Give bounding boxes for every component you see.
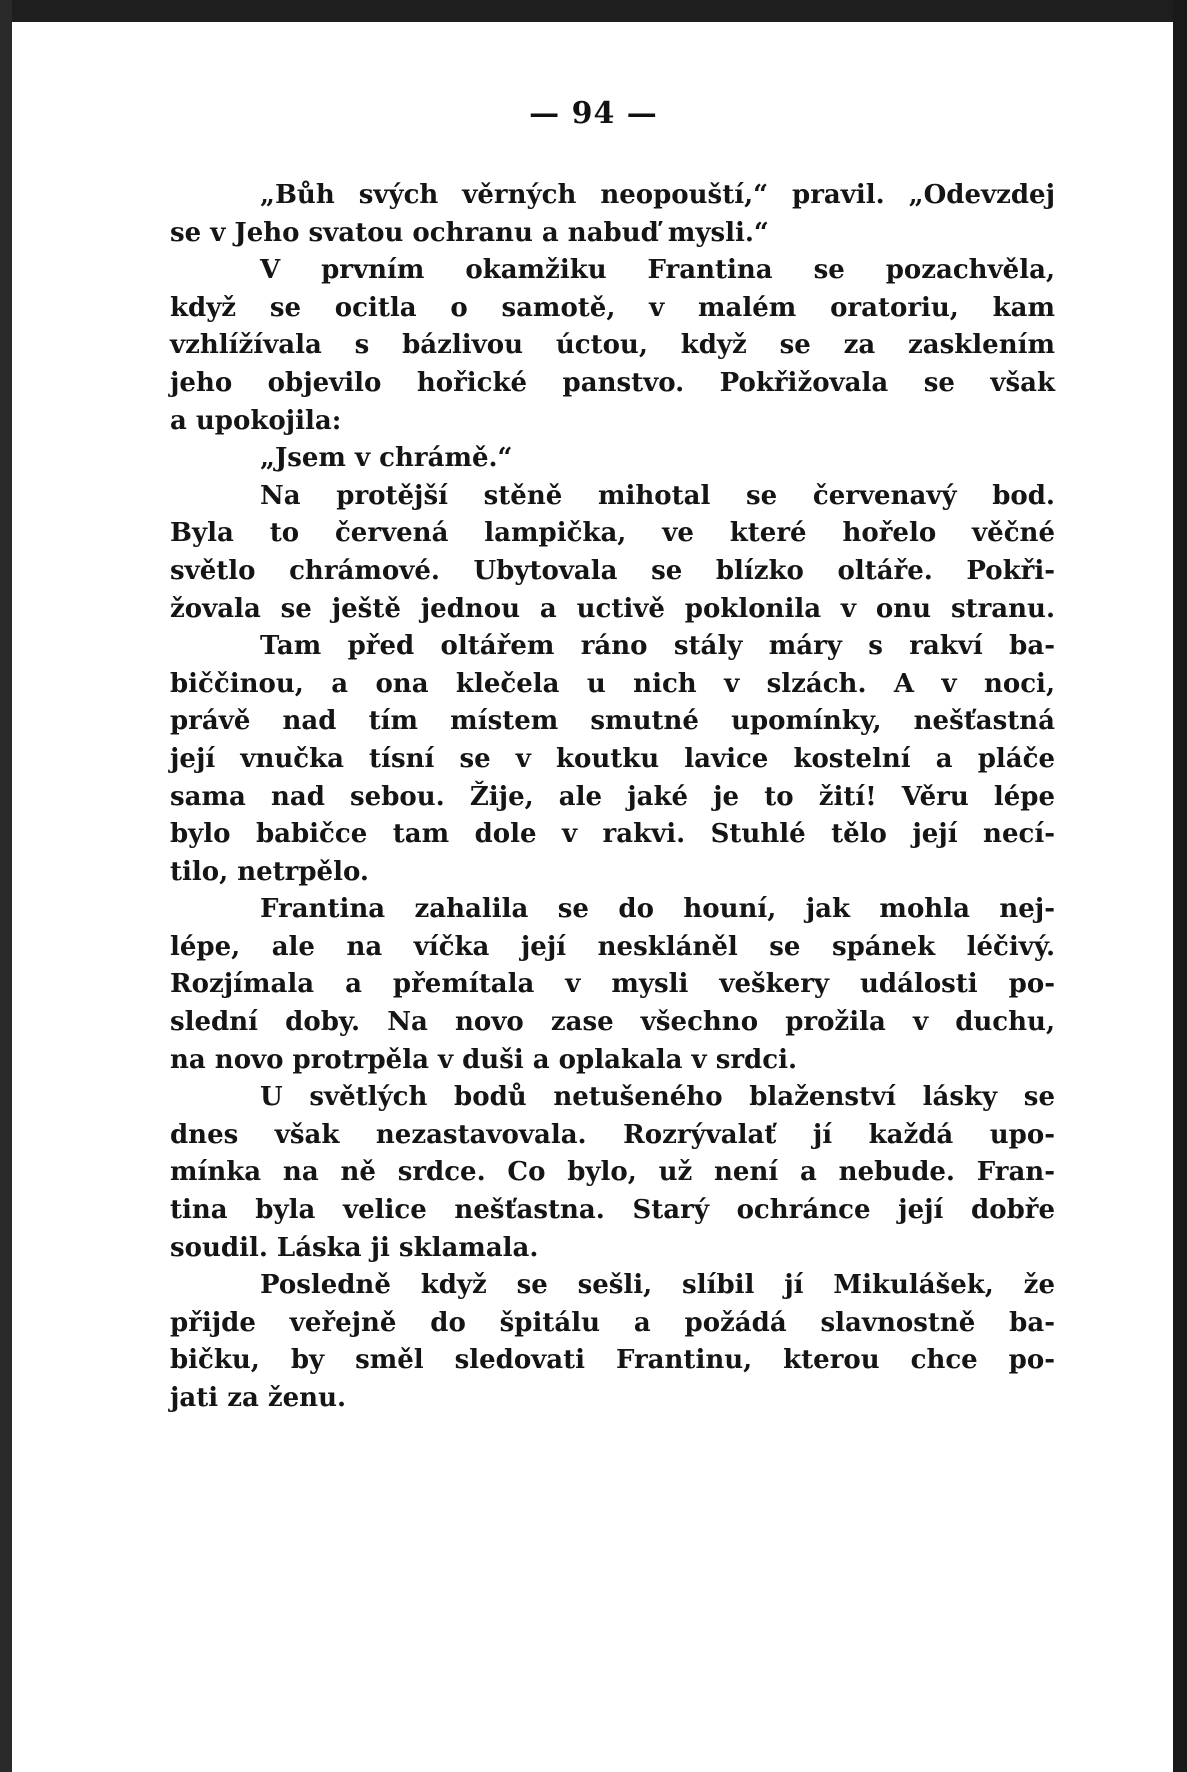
text-line: soudil. Láska ji sklamala. [170,1232,539,1263]
text-line: žovala se ještě jednou a uctivě poklonila v onu stranu. [170,593,1055,624]
text-line: vzhlížívala s bázlivou úctou, když se za zasklením [170,330,1055,361]
text-line: světlo chrámové. Ubytovala se blízko oltáře. Pokři- [170,555,1055,586]
text-line: biččinou, a ona klečela u nich v slzách. A v noci, [170,668,1055,699]
text-line: „Jsem v chrámě.“ [260,443,513,474]
text-line: sama nad sebou. Žije, ale jaké je to žití! Věru lépe [170,781,1055,812]
body-text [170,177,1055,1418]
scan-border-top [0,0,1187,22]
text-line: když se ocitla o samotě, v malém oratoriu, kam [170,292,1055,323]
scan-border-left [0,0,12,1772]
text-line: na novo protrpěla v duši a oplakala v srdci. [170,1044,797,1075]
scan-border-right [1173,0,1187,1772]
text-line: lépe, ale na víčka její neskláněl se spánek léčivý. [170,931,1055,962]
text-line: se v Jeho svatou ochranu a nabuď mysli.“ [170,217,769,248]
text-line: právě nad tím místem smutné upomínky, nešťastná [170,706,1055,737]
text-line: Tam před oltářem ráno stály máry s rakví ba- [260,631,1055,662]
text-line: Frantina zahalila se do houní, jak mohla nej- [260,894,1055,925]
text-line: dnes však nezastavovala. Rozrývalať jí každá upo- [170,1119,1055,1150]
text-line: bičku, by směl sledovati Frantinu, kterou chce po- [170,1345,1055,1376]
text-line: jati za ženu. [170,1383,347,1413]
text-line: její vnučka tísní se v koutku lavice kostelní a pláče [170,743,1055,774]
text-line: tina byla velice nešťastna. Starý ochránce její dobře [170,1195,1055,1226]
text-line: mínka na ně srdce. Co bylo, už není a nebude. Fran- [170,1157,1055,1188]
text-line: slední doby. Na novo zase všechno prožila v duchu, [170,1007,1055,1038]
text-line: U světlých bodů netušeného blaženství lásky se [260,1082,1055,1113]
text-line: V prvním okamžiku Frantina se pozachvěla, [260,255,1055,286]
text-line: Posledně když se sešli, slíbil jí Mikulášek, že [260,1270,1055,1301]
text-line: Na protější stěně mihotal se červenavý bod. [260,480,1055,511]
text-line: „Bůh svých věrných neopouští,“ pravil. „Odevzdej [260,180,1055,210]
text-line: přijde veřejně do špitálu a požádá slavnostně ba- [170,1307,1055,1338]
page-number: — 94 — [529,96,658,131]
text-line: Rozjímala a přemítala v mysli veškery události po- [170,969,1055,1000]
text-line: Byla to červená lampička, ve které hořelo věčné [170,518,1055,549]
text-line: jeho objevilo hořické panstvo. Pokřižovala se však [170,367,1055,398]
text-line: a upokojila: [170,405,342,436]
text-line: bylo babičce tam dole v rakvi. Stuhlé tělo její necí- [170,819,1055,850]
text-line: tilo, netrpělo. [170,856,369,887]
